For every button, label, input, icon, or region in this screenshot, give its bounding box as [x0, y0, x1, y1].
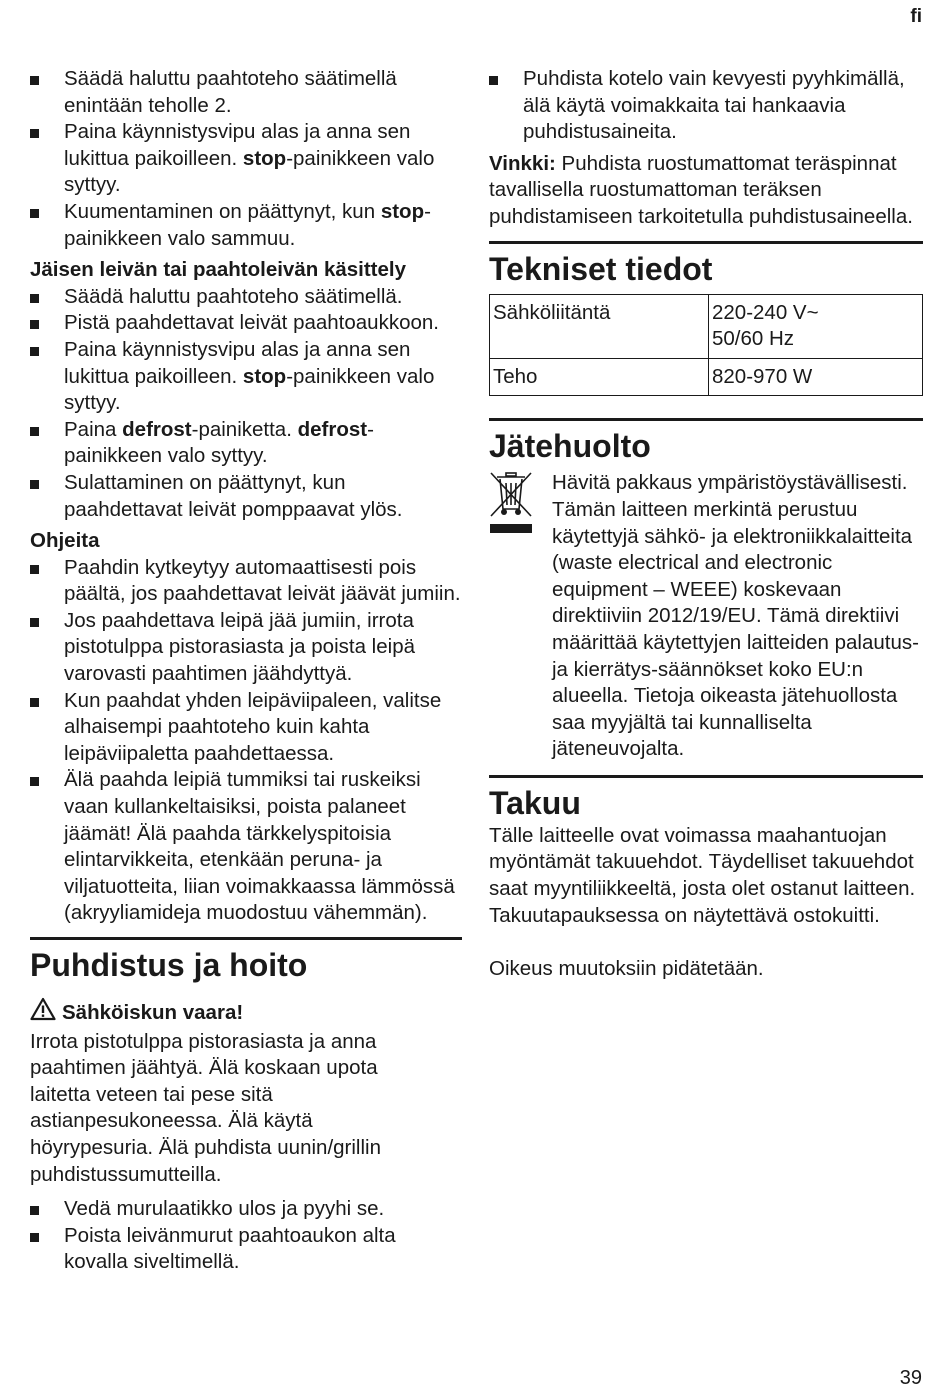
item-text: Paina — [64, 417, 123, 441]
waste-text: Hävitä pakkaus ympäristöystävällisesti. Tämän laitteen merkintä perustuu käytettyjä sähkö- ja elektroniikkalaitteita (waste electrical and electronic equipment – WEEE) koskevaan direktiiviin 2012/19/EU. Tämä direktiivi määrittää käytettyjen laitteiden palautus- ja kierrätys-säännökset koko EU:n alueella. Tietoja oikeasta jätehuollosta saa myyjältä tai kunnalliselta jäteneuvojalta. — [552, 471, 919, 761]
defrost-keyword: defrost — [122, 417, 192, 441]
list-item: Vedä murulaatikko ulos ja pyyhi se. — [30, 1196, 462, 1223]
warranty-heading: Takuu — [489, 784, 581, 821]
shock-warning-title — [30, 997, 462, 1029]
list-item: Puhdista kotelo vain kevyesti pyyhkimällä, älä käytä voimakkaita tai hankaavia puhdistusaineita. — [489, 66, 923, 146]
list-item: Säädä haluttu paahtoteho säätimellä enintään teholle 2. — [30, 66, 462, 119]
left-column — [30, 0, 462, 1276]
list-item — [30, 337, 462, 417]
right-column — [489, 0, 923, 983]
list-item: Älä paahda leipiä tummiksi tai ruskeiksi vaan kullankeltaisiksi, poista palaneet jäämät! Älä paahda tärkkelyspitoisia elintarvikkeita, etenkään peruna- ja viljatuotteita, liian voimakkaassa lämmössä (akryyliamideja muodostuu vähemmän). — [30, 767, 462, 927]
item-text: Kuumentaminen on päättynyt, kun — [64, 199, 381, 223]
frozen-bread-list — [30, 284, 462, 523]
tech-specs-heading: Tekniset tiedot — [489, 250, 713, 287]
tip-paragraph — [489, 151, 923, 231]
crossed-bin-icon — [489, 470, 552, 763]
tip-text: Puhdista ruostumattomat teräspinnat tavallisella ruostumattoman teräksen puhdistamiseen tarkoitetulla puhdistusaineella. — [489, 151, 913, 228]
stop-keyword: stop — [242, 364, 287, 388]
list-item: Sulattaminen on päättynyt, kun paahdettavat leivät pomppaavat ylös. — [30, 470, 462, 523]
stop-keyword: stop — [380, 199, 425, 223]
table-row — [490, 294, 923, 358]
item-text: Paina käynnistysvipu alas ja anna sen lukittua paikoilleen. — [64, 120, 411, 170]
list-item — [30, 417, 462, 470]
list-item: Pistä paahdettavat leivät paahtoaukkoon. — [30, 310, 462, 337]
list-item: Poista leivänmurut paahtoaukon alta kovalla siveltimellä. — [30, 1223, 462, 1276]
list-item — [30, 199, 462, 252]
item-text: -painikkeen valo syttyy. — [64, 417, 374, 468]
item-text: -painikkeen valo syttyy. — [64, 146, 435, 197]
list-item — [30, 119, 462, 199]
waste-heading: Jätehuolto — [489, 428, 651, 465]
tip-label: Vinkki: — [489, 151, 556, 175]
item-text: Paina käynnistysvipu alas ja anna sen lukittua paikoilleen. — [64, 337, 411, 388]
item-text: -painiketta. — [191, 417, 298, 441]
section-divider — [489, 418, 923, 421]
housing-cleaning-list — [489, 66, 923, 146]
cleaning-steps-list — [30, 1196, 462, 1276]
warning-title-text: Sähköiskun vaara! — [62, 1000, 244, 1024]
table-row — [490, 358, 923, 396]
waste-block — [489, 470, 923, 763]
section-divider — [489, 775, 923, 778]
spec-value — [709, 294, 923, 358]
spec-value-line: 220-240 V~ — [712, 300, 819, 324]
list-item: Säädä haluttu paahtoteho säätimellä. — [30, 284, 462, 311]
item-text: -painikkeen valo syttyy. — [64, 364, 435, 415]
language-code: fi — [910, 6, 922, 27]
section-divider — [489, 241, 923, 244]
reserve-text: Oikeus muutoksiin pidätetään. — [489, 957, 764, 981]
section-divider — [30, 937, 462, 940]
warranty-text: Tälle laitteelle ovat voimassa maahantuojan myöntämät takuuehdot. Täydelliset takuuehdot saat myyntiliikkeeltä, josta olet ostanut laitteen. Takuutapauksessa on näytettävä ostokuitti. — [489, 823, 916, 927]
spec-key: Teho — [490, 358, 709, 396]
specs-table — [489, 294, 923, 397]
list-item: Kun paahdat yhden leipäviipaleen, valitse alhaisempi paahtoteho kuin kahta leipäviipaletta paahdettaessa. — [30, 688, 462, 768]
page-number: 39 — [899, 1367, 922, 1389]
tips-heading: Ohjeita — [30, 529, 100, 553]
spec-value: 820-970 W — [709, 358, 923, 396]
frozen-bread-heading: Jäisen leivän tai paahtoleivän käsittely — [30, 258, 407, 282]
spec-key: Sähköliitäntä — [490, 294, 709, 358]
spec-value-line: 50/60 Hz — [712, 327, 795, 351]
list-item: Paahdin kytkeytyy automaattisesti pois päältä, jos paahdettavat leivät jäävät jumiin. — [30, 555, 462, 608]
warning-triangle-icon — [30, 997, 56, 1029]
list-item: Jos paahdettava leipä jää jumiin, irrota pistotulppa pistorasiasta ja poista leipä varovasti paahtimen jäähdyttyä. — [30, 608, 462, 688]
cleaning-heading: Puhdistus ja hoito — [30, 947, 308, 983]
stop-keyword: stop — [242, 146, 287, 170]
toasting-steps-list — [30, 66, 462, 252]
tips-list — [30, 555, 462, 927]
item-text: -painikkeen valo sammuu. — [64, 199, 431, 250]
warning-text: Irrota pistotulppa pistorasiasta ja anna paahtimen jäähtyä. Älä koskaan upota laitetta veteen tai pese sitä astianpesukoneessa. Älä käytä höyrypesuria. Älä puhdista uunin/grillin puhdistussumutteilla. — [30, 1029, 381, 1186]
defrost-keyword: defrost — [297, 417, 368, 441]
